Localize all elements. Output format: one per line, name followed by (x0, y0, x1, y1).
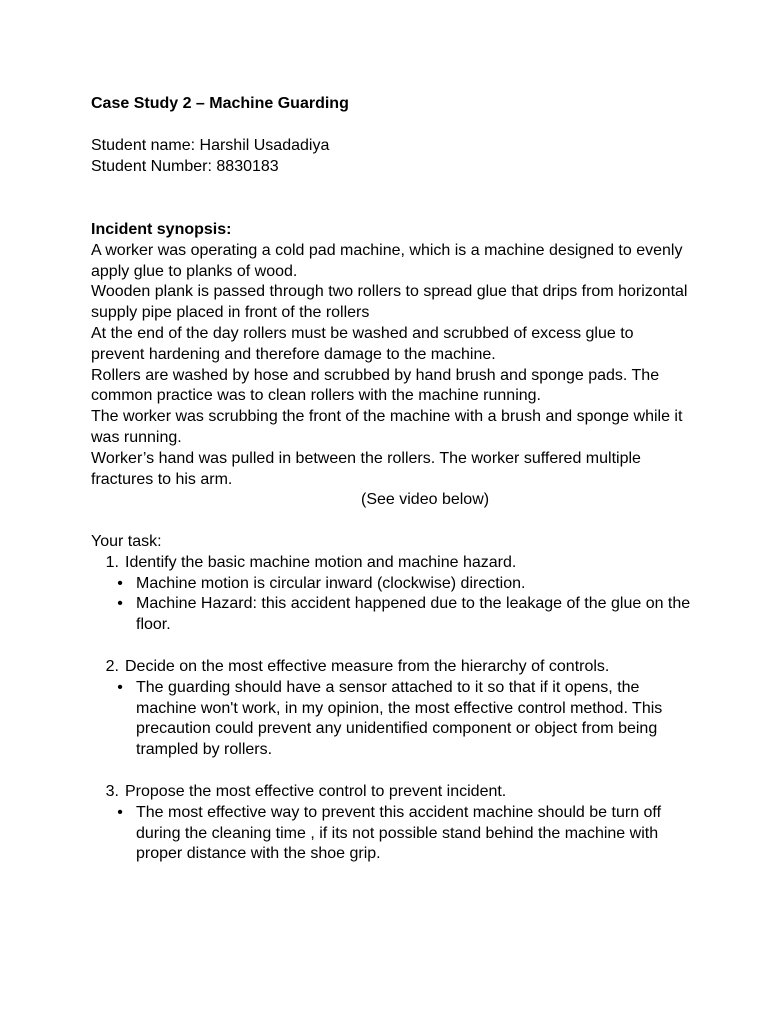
answer-bullet (104, 803, 691, 865)
synopsis-paragraph: Worker’s hand was pulled in between the rollers. The worker suffered multiple fractures to his arm. (91, 449, 641, 488)
document-title: Case Study 2 – Machine Guarding (91, 95, 349, 112)
answer-text: The guarding should have a sensor attached to it so that if it opens, the machine won't work, in my opinion, the most effective control method. This precaution could prevent any unidentified component or object from being trampled by rollers. (136, 678, 663, 759)
task-text: Identify the basic machine motion and machine hazard. (125, 553, 517, 571)
task-number: 3. (105, 782, 119, 800)
answer-text: Machine Hazard: this accident happened due to the leakage of the glue on the floor. (136, 595, 691, 634)
answer-bullet (104, 678, 691, 761)
spacer (91, 761, 691, 782)
answer-text: The most effective way to prevent this accident machine should be turn off during the cleaning time , if its not possible stand behind the machine with proper distance with the shoe grip. (136, 803, 662, 863)
spacer (91, 636, 691, 657)
answer-text: Machine motion is circular inward (clockwise) direction. (136, 574, 526, 592)
task-item-1 (91, 553, 691, 574)
student-number: Student Number: 8830183 (91, 157, 279, 175)
task-text: Decide on the most effective measure from the hierarchy of controls. (125, 657, 610, 675)
video-note: (See video below) (361, 491, 490, 509)
synopsis-paragraph: The worker was scrubbing the front of the machine with a brush and sponge while it was running. (91, 408, 683, 446)
bullet-icon: • (117, 803, 123, 821)
bullet-icon: • (117, 678, 123, 696)
synopsis-heading: Incident synopsis: (91, 221, 232, 238)
synopsis-paragraph: Wooden plank is passed through two rollers to spread glue that drips from horizontal supply pipe placed in front of the rollers (91, 283, 688, 322)
synopsis-paragraph: A worker was operating a cold pad machine, which is a machine designed to evenly apply glue to planks of wood. (91, 241, 683, 280)
task-number: 2. (105, 657, 119, 675)
bullet-icon: • (117, 595, 123, 613)
incident-synopsis (91, 220, 691, 511)
task-heading: Your task: (91, 533, 162, 550)
answer-bullet (104, 594, 691, 636)
synopsis-paragraph: Rollers are washed by hose and scrubbed by hand brush and sponge pads. The common practice was to clean rollers with the machine running. (91, 366, 660, 405)
task-text: Propose the most effective control to prevent incident. (125, 782, 507, 800)
bullet-icon: • (117, 574, 123, 592)
task-item-3 (91, 782, 691, 803)
synopsis-paragraph: At the end of the day rollers must be washed and scrubbed of excess glue to prevent hardening and therefore damage to the machine. (91, 324, 634, 363)
answer-bullet (104, 574, 691, 595)
student-name: Student name: Harshil Usadadiya (91, 137, 330, 154)
task-item-2 (91, 657, 691, 678)
task-section (91, 532, 691, 865)
task-number: 1. (105, 553, 119, 571)
student-info (91, 136, 691, 178)
